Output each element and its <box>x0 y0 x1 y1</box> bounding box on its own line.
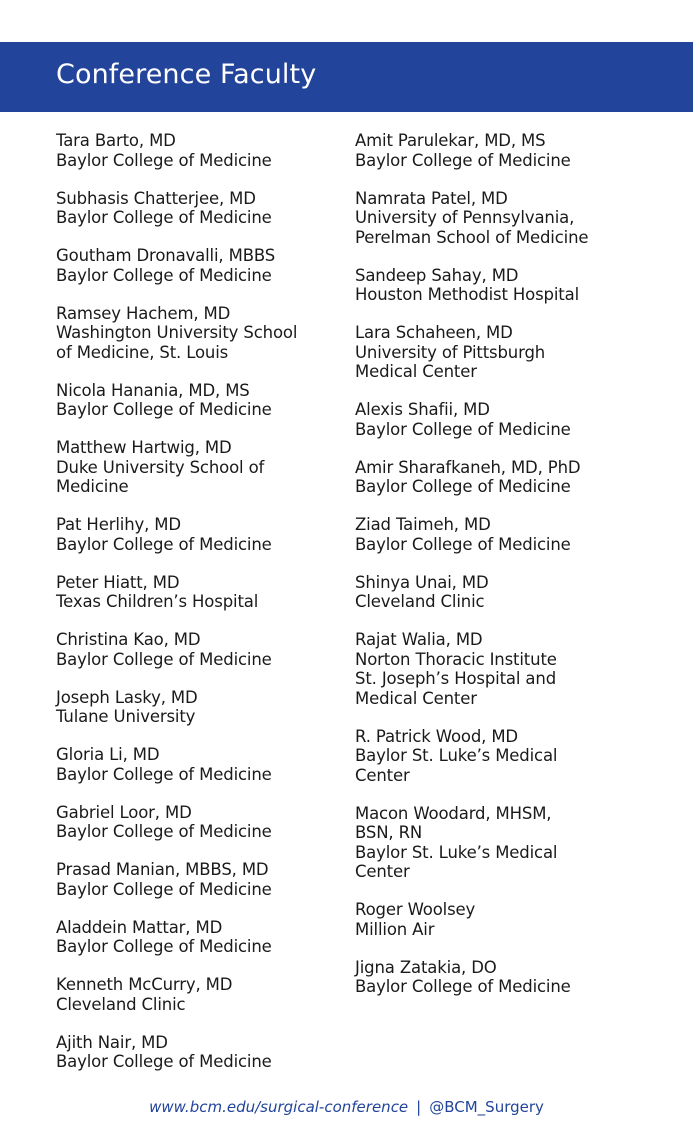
faculty-name: Pat Herlihy, MD <box>56 515 181 534</box>
faculty-affiliation: Baylor College of Medicine <box>56 1052 272 1071</box>
faculty-entry <box>56 515 341 554</box>
faculty-affiliation: Washington University School <box>56 323 298 342</box>
faculty-affiliation: of Medicine, St. Louis <box>56 342 229 362</box>
faculty-name: Ramsey Hachem, MD <box>56 303 231 323</box>
faculty-entry <box>56 304 341 363</box>
faculty-entry <box>56 918 341 957</box>
page-title: Conference Faculty <box>56 59 317 90</box>
faculty-entry <box>355 727 655 786</box>
faculty-entry <box>355 400 655 439</box>
faculty-entry <box>56 1033 341 1072</box>
faculty-entry <box>355 189 655 248</box>
faculty-affiliation: Baylor College of Medicine <box>56 879 272 899</box>
faculty-affiliation: BSN, RN <box>355 823 423 842</box>
faculty-entry <box>355 900 655 939</box>
faculty-entry <box>56 189 341 228</box>
faculty-entry <box>355 323 655 382</box>
faculty-affiliation: Baylor College of Medicine <box>56 150 272 170</box>
faculty-affiliation: Baylor College of Medicine <box>355 977 571 996</box>
faculty-name: Amit Parulekar, MD, MS <box>355 131 546 150</box>
faculty-name: Ziad Taimeh, MD <box>355 515 491 534</box>
faculty-name: Kenneth McCurry, MD <box>56 975 233 994</box>
faculty-entry <box>355 458 655 497</box>
faculty-entry <box>56 381 341 420</box>
faculty-name: Namrata Patel, MD <box>355 188 508 208</box>
faculty-name: Alexis Shafii, MD <box>355 400 490 419</box>
faculty-name: Subhasis Chatterjee, MD <box>56 188 256 208</box>
faculty-name: Matthew Hartwig, MD <box>56 438 232 457</box>
faculty-entry <box>56 630 341 669</box>
footer-separator: | <box>416 1098 422 1116</box>
footer <box>0 1098 693 1116</box>
faculty-entry <box>355 515 655 554</box>
faculty-affiliation: Texas Children’s Hospital <box>56 592 259 611</box>
faculty-affiliation: Houston Methodist Hospital <box>355 285 580 304</box>
faculty-entry <box>56 688 341 727</box>
faculty-affiliation: Cleveland Clinic <box>56 994 186 1014</box>
faculty-name: Sandeep Sahay, MD <box>355 265 519 285</box>
header-bar <box>0 42 693 112</box>
faculty-affiliation: Baylor College of Medicine <box>56 208 272 227</box>
faculty-affiliation: Baylor College of Medicine <box>56 649 272 669</box>
faculty-name: Goutham Dronavalli, MBBS <box>56 246 276 265</box>
faculty-name: Macon Woodard, MHSM, <box>355 803 552 823</box>
faculty-affiliation: Medical Center <box>355 688 477 708</box>
faculty-affiliation: Baylor College of Medicine <box>355 534 571 554</box>
footer-url-link[interactable]: www.bcm.edu/surgical-conference <box>149 1098 409 1116</box>
faculty-name: Jigna Zatakia, DO <box>355 957 497 977</box>
faculty-affiliation: Baylor College of Medicine <box>56 534 272 554</box>
faculty-affiliation: Cleveland Clinic <box>355 592 485 611</box>
faculty-affiliation: Baylor College of Medicine <box>56 400 272 419</box>
faculty-entry <box>355 266 655 305</box>
faculty-name: Shinya Unai, MD <box>355 572 489 592</box>
faculty-entry <box>56 131 341 170</box>
faculty-affiliation: Baylor College of Medicine <box>56 764 272 784</box>
faculty-affiliation: Million Air <box>355 919 435 939</box>
faculty-entry <box>355 630 655 708</box>
faculty-affiliation: Baylor College of Medicine <box>355 150 571 170</box>
faculty-name: Lara Schaheen, MD <box>355 323 513 342</box>
faculty-affiliation: Center <box>355 765 410 785</box>
faculty-column-right <box>355 131 655 1015</box>
faculty-entry <box>355 131 655 170</box>
faculty-name: Tara Barto, MD <box>56 131 176 150</box>
faculty-affiliation: Baylor College of Medicine <box>355 477 571 496</box>
faculty-affiliation: Tulane University <box>56 707 196 726</box>
faculty-affiliation: Baylor College of Medicine <box>56 937 272 956</box>
faculty-affiliation: Perelman School of Medicine <box>355 227 589 247</box>
faculty-column-left <box>56 131 341 1090</box>
faculty-name: Amir Sharafkaneh, MD, PhD <box>355 457 581 477</box>
faculty-entry <box>56 246 341 285</box>
faculty-name: Peter Hiatt, MD <box>56 572 180 592</box>
faculty-affiliation: Medical Center <box>355 362 477 381</box>
faculty-name: Gloria Li, MD <box>56 745 160 764</box>
faculty-affiliation: Duke University School of <box>56 457 265 477</box>
faculty-name: Joseph Lasky, MD <box>56 687 198 707</box>
faculty-name: Gabriel Loor, MD <box>56 802 192 822</box>
faculty-entry <box>56 745 341 784</box>
faculty-name: Rajat Walia, MD <box>355 630 483 649</box>
faculty-entry <box>355 573 655 612</box>
faculty-entry <box>355 958 655 997</box>
faculty-name: Nicola Hanania, MD, MS <box>56 380 250 400</box>
faculty-affiliation: University of Pennsylvania, <box>355 208 575 227</box>
faculty-affiliation: Baylor College of Medicine <box>56 822 272 841</box>
faculty-affiliation: Medicine <box>56 477 129 496</box>
faculty-affiliation: Center <box>355 862 410 881</box>
faculty-affiliation: Baylor St. Luke’s Medical <box>355 842 558 862</box>
faculty-affiliation: St. Joseph’s Hospital and <box>355 669 557 688</box>
faculty-affiliation: Baylor College of Medicine <box>355 419 571 439</box>
faculty-name: Roger Woolsey <box>355 900 476 919</box>
faculty-affiliation: Baylor College of Medicine <box>56 265 272 285</box>
faculty-affiliation: Baylor St. Luke’s Medical <box>355 746 558 765</box>
faculty-name: R. Patrick Wood, MD <box>355 726 518 746</box>
faculty-entry <box>56 975 341 1014</box>
faculty-entry <box>56 803 341 842</box>
faculty-name: Prasad Manian, MBBS, MD <box>56 860 269 879</box>
footer-social-handle[interactable]: @BCM_Surgery <box>429 1098 544 1116</box>
faculty-name: Christina Kao, MD <box>56 630 201 649</box>
faculty-affiliation: University of Pittsburgh <box>355 342 546 362</box>
faculty-name: Aladdein Mattar, MD <box>56 917 223 937</box>
faculty-entry <box>56 573 341 612</box>
faculty-entry <box>56 860 341 899</box>
faculty-affiliation: Norton Thoracic Institute <box>355 649 557 669</box>
faculty-entry <box>355 804 655 882</box>
faculty-entry <box>56 438 341 497</box>
faculty-name: Ajith Nair, MD <box>56 1032 168 1052</box>
